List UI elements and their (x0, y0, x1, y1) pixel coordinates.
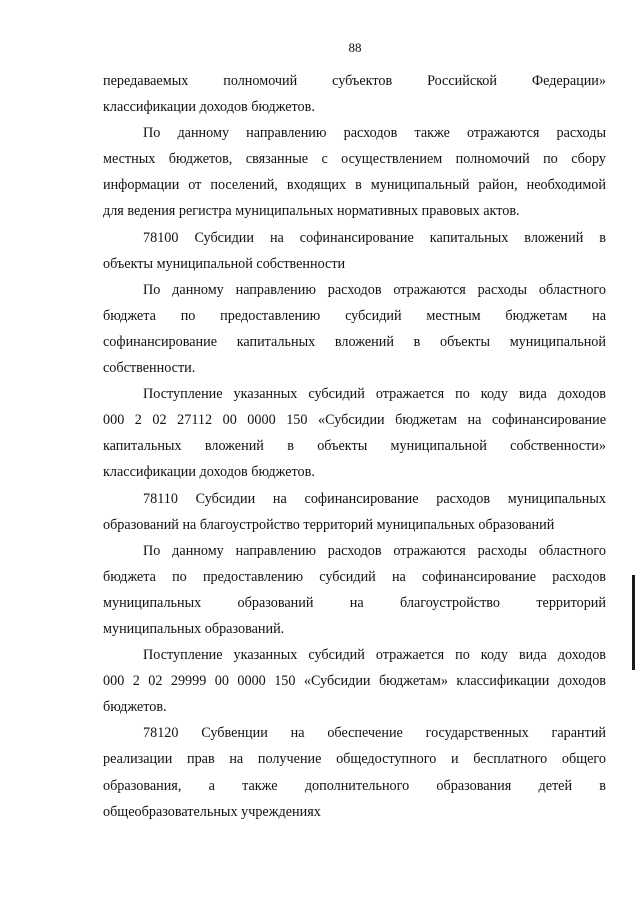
text-line: образования, а также дополнительного образования детей в (103, 777, 606, 794)
text-line: Поступление указанных субсидий отражается по коду вида доходов (143, 386, 606, 403)
text-line: общеобразовательных учреждениях (103, 803, 321, 820)
document-body (103, 68, 606, 825)
margin-rule (632, 575, 635, 670)
text-line: бюджетов. (103, 699, 167, 716)
page-number: 88 (348, 40, 362, 55)
paragraph (103, 277, 606, 381)
text-line: объекты муниципальной собственности (103, 255, 346, 272)
text-line: для ведения регистра муниципальных нормативных правовых актов. (103, 203, 520, 220)
text-line: 78120 Субвенции на обеспечение государственных гарантий (143, 725, 606, 742)
text-line: 78100 Субсидии на софинансирование капитальных вложений в (143, 229, 606, 246)
paragraph (103, 120, 606, 224)
text-line: 000 2 02 27112 00 0000 150 «Субсидии бюджетам на софинансирование (103, 412, 606, 429)
paragraph (103, 225, 606, 277)
text-line: реализации прав на получение общедоступного и бесплатного общего (103, 751, 606, 768)
paragraph (103, 720, 606, 824)
text-line: Поступление указанных субсидий отражается по коду вида доходов (143, 647, 606, 664)
paragraph (103, 68, 606, 120)
text-line: муниципальных образований на благоустройство территорий (103, 594, 606, 611)
text-line: По данному направлению расходов отражаются расходы областного (143, 281, 606, 298)
text-line: По данному направлению расходов отражаются расходы областного (143, 542, 606, 559)
text-line: бюджета по предоставлению субсидий на софинансирование расходов (103, 568, 606, 585)
text-line: информации от поселений, входящих в муниципальный район, необходимой (103, 177, 606, 194)
text-line: бюджета по предоставлению субсидий местным бюджетам на (103, 307, 606, 324)
text-line: капитальных вложений в объекты муниципальной собственности» (103, 438, 606, 455)
text-line: собственности. (103, 360, 196, 377)
text-line: передаваемых полномочий субъектов Российской Федерации» (103, 73, 606, 89)
paragraph (103, 642, 606, 720)
text-line: 000 2 02 29999 00 0000 150 «Субсидии бюджетам» классификации доходов (103, 673, 606, 690)
text-line: классификации доходов бюджетов. (103, 464, 315, 481)
paragraph (103, 538, 606, 642)
text-line: 78110 Субсидии на софинансирование расходов муниципальных (143, 490, 606, 507)
paragraph (103, 381, 606, 485)
paragraph (103, 486, 606, 538)
text-line: софинансирование капитальных вложений в объекты муниципальной (103, 333, 606, 350)
text-line: местных бюджетов, связанные с осуществлением полномочий по сбору (103, 151, 606, 168)
text-line: классификации доходов бюджетов. (103, 99, 315, 116)
text-line: По данному направлению расходов также отражаются расходы (143, 125, 606, 142)
text-line: муниципальных образований. (103, 620, 285, 637)
text-line: образований на благоустройство территорий муниципальных образований (103, 516, 555, 533)
